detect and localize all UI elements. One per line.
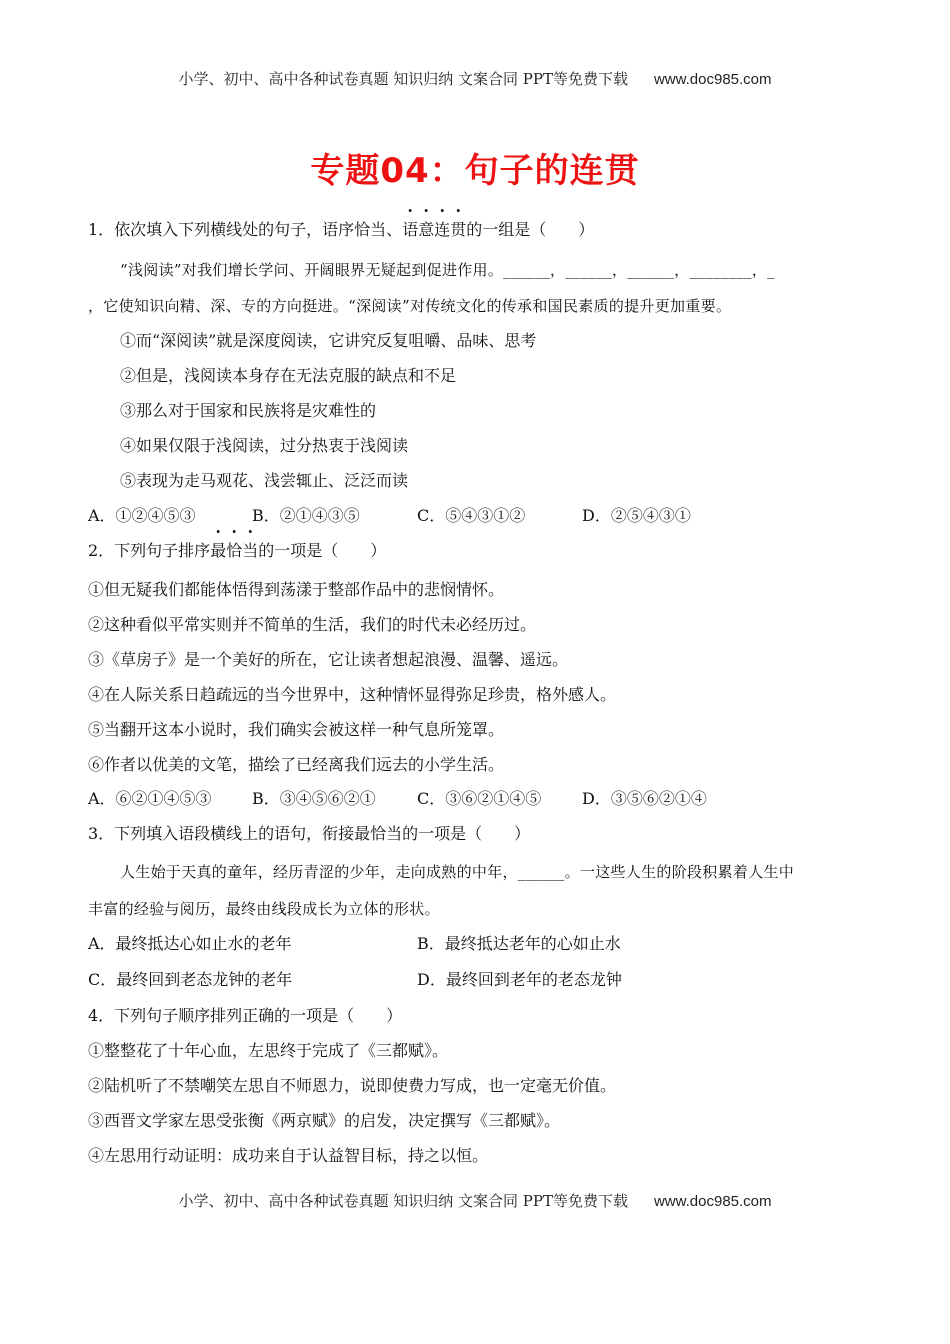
q1-item: ②但是，浅阅读本身存在无法克服的缺点和不足 — [120, 366, 457, 385]
emphasis-char: 恰 — [226, 541, 243, 560]
q1-option-b[interactable]: B．②①④③⑤ — [252, 506, 360, 525]
q1-passage-line-1: “浅阅读”对我们增长学问、开阔眼界无疑起到促进作用。______，______，______，________，_ — [120, 261, 775, 279]
q3-passage-line-2: 丰富的经验与阅历，最终由线段成长为立体的形状。 — [88, 900, 440, 918]
q4-stem: 4．下列句子顺序排列正确的一项是（ ） — [88, 1006, 403, 1025]
q3-option-b[interactable]: B．最终抵达老年的心如止水 — [417, 934, 621, 953]
footer-url[interactable]: www.doc985.com — [653, 1193, 772, 1210]
header-text: 小学、初中、高中各种试卷真题 知识归纳 文案合同 PPT等免费下载 — [178, 70, 628, 88]
q3-option-d[interactable]: D．最终回到老年的老态龙钟 — [417, 970, 622, 989]
q1-passage-line-2: ，它使知识向精、深、专的方向挺进。“深阅读”对传统文化的传承和国民素质的提升更加重要。 — [88, 297, 732, 315]
q2-option-c[interactable]: C．③⑥②①④⑤ — [417, 789, 542, 808]
footer-text: 小学、初中、高中各种试卷真题 知识归纳 文案合同 PPT等免费下载 — [178, 1192, 628, 1210]
q3-stem: 3．下列填入语段横线上的语句，衔接最恰当的一项是（ ） — [88, 824, 531, 843]
q1-option-d[interactable]: D．②⑤④③① — [582, 506, 691, 525]
q2-option-a[interactable]: A．⑥②①④⑤③ — [88, 789, 212, 808]
q1-item: ①而“深阅读”就是深度阅读，它讲究反复咀嚼、品味、思考 — [120, 331, 537, 350]
q3-option-c[interactable]: C．最终回到老态龙钟的老年 — [88, 970, 293, 989]
q2-item: ③《草房子》是一个美好的所在，它让读者想起浪漫、温馨、遥远。 — [88, 650, 569, 669]
q2-item: ⑤当翻开这本小说时，我们确实会被这样一种气息所笼罩。 — [88, 720, 505, 739]
page-header — [0, 68, 950, 89]
q2-option-b[interactable]: B．③④⑤⑥②① — [252, 789, 376, 808]
q4-item: ①整整花了十年心血，左思终于完成了《三都赋》。 — [88, 1041, 449, 1060]
q1-stem: 1．依次填入下列横线处的句子，语序恰当、语意连贯的一组是（ ） — [88, 220, 595, 239]
q2-stem: 2．下列句子排序最恰当的一项是（ ） — [88, 541, 387, 560]
q1-option-c[interactable]: C．⑤④③①② — [417, 506, 526, 525]
page-title: 专题04：句子的连贯 — [310, 151, 640, 191]
q3-option-a[interactable]: A．最终抵达心如止水的老年 — [88, 934, 292, 953]
header-url[interactable]: www.doc985.com — [653, 71, 772, 88]
q3-passage-line-1: 人生始于天真的童年，经历青涩的少年，走向成熟的中年，______。一这些人生的阶段积累着人生中 — [120, 863, 795, 881]
q2-item: ⑥作者以优美的文笔，描绘了已经离我们远去的小学生活。 — [88, 755, 505, 774]
emphasis-char: 意 — [418, 220, 435, 239]
q2-option-d[interactable]: D．③⑤⑥②①④ — [582, 789, 707, 808]
emphasis-char: 当 — [242, 541, 259, 560]
q1-item: ③那么对于国家和民族将是灾难性的 — [120, 401, 377, 420]
emphasis-char: 语 — [402, 220, 419, 239]
q1-item: ⑤表现为走马观花、浅尝辄止、泛泛而读 — [120, 471, 409, 490]
q4-item: ②陆机听了不禁嘲笑左思自不师恩力，说即使费力写成，也一定毫无价值。 — [88, 1076, 617, 1095]
q1-option-a[interactable]: A．①②④⑤③ — [88, 506, 196, 525]
q2-item: ④在人际关系日趋疏远的当今世界中，这种情怀显得弥足珍贵，格外感人。 — [88, 685, 617, 704]
q1-item: ④如果仅限于浅阅读，过分热衷于浅阅读 — [120, 436, 409, 455]
page-footer — [0, 1190, 950, 1211]
emphasis-char: 连 — [434, 220, 451, 239]
emphasis-char: 最 — [210, 541, 227, 560]
q2-item: ②这种看似平常实则并不简单的生活，我们的时代未必经历过。 — [88, 615, 537, 634]
q4-item: ④左思用行动证明：成功来自于认益智目标，持之以恒。 — [88, 1146, 489, 1165]
emphasis-char: 贯 — [450, 220, 467, 239]
q4-item: ③西晋文学家左思受张衡《两京赋》的启发，决定撰写《三都赋》。 — [88, 1111, 561, 1130]
q2-item: ①但无疑我们都能体悟得到荡漾于整部作品中的悲悯情怀。 — [88, 580, 505, 599]
